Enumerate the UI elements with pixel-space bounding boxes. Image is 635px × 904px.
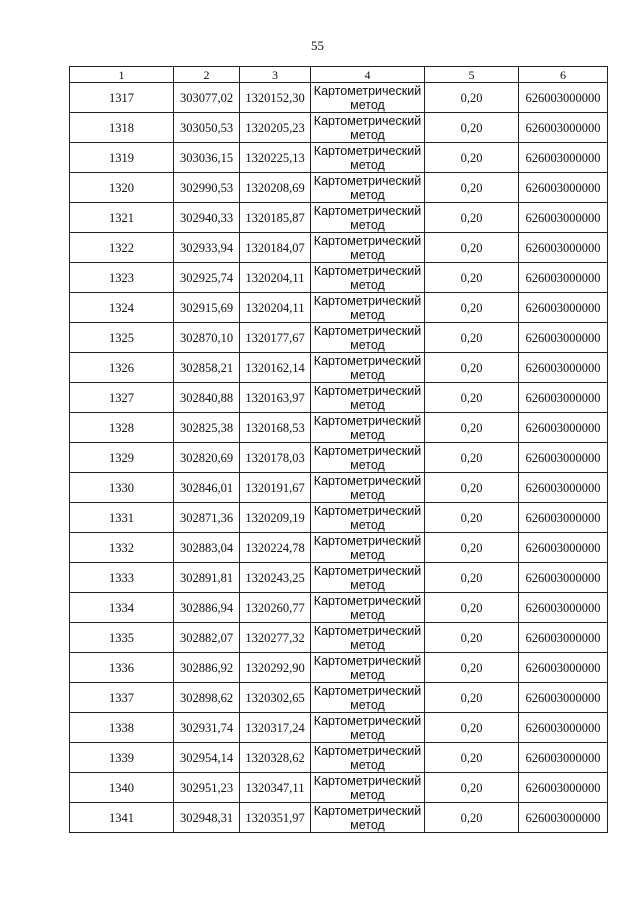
table-row xyxy=(70,323,608,353)
point-number-cell: 1331 xyxy=(70,503,174,533)
page-number: 55 xyxy=(311,38,324,53)
table-row xyxy=(70,473,608,503)
method-cell xyxy=(311,353,425,383)
method-line-1: Картометрический xyxy=(313,293,422,308)
accuracy-cell: 0,20 xyxy=(425,143,519,173)
method-line-2: метод xyxy=(350,487,385,502)
accuracy-cell: 0,20 xyxy=(425,803,519,833)
x-coordinate-cell: 302883,04 xyxy=(174,533,240,563)
method-line-1: Картометрический xyxy=(313,143,422,158)
table-row xyxy=(70,413,608,443)
code-cell: 626003000000 xyxy=(519,413,608,443)
accuracy-cell: 0,20 xyxy=(425,383,519,413)
point-number-cell: 1321 xyxy=(70,203,174,233)
accuracy-cell: 0,20 xyxy=(425,353,519,383)
table-row xyxy=(70,203,608,233)
table-row xyxy=(70,623,608,653)
x-coordinate-cell: 302990,53 xyxy=(174,173,240,203)
accuracy-cell: 0,20 xyxy=(425,263,519,293)
y-coordinate-cell: 1320302,65 xyxy=(240,683,311,713)
x-coordinate-cell: 302951,23 xyxy=(174,773,240,803)
code-cell: 626003000000 xyxy=(519,593,608,623)
method-cell xyxy=(311,683,425,713)
method-line-1: Картометрический xyxy=(313,473,422,488)
x-coordinate-cell: 302931,74 xyxy=(174,713,240,743)
method-line-1: Картометрический xyxy=(313,83,422,98)
table-row xyxy=(70,743,608,773)
code-cell: 626003000000 xyxy=(519,743,608,773)
accuracy-cell: 0,20 xyxy=(425,473,519,503)
point-number-cell: 1333 xyxy=(70,563,174,593)
x-coordinate-cell: 302840,88 xyxy=(174,383,240,413)
point-number-cell: 1337 xyxy=(70,683,174,713)
method-line-2: метод xyxy=(350,727,385,742)
point-number-cell: 1317 xyxy=(70,83,174,113)
accuracy-cell: 0,20 xyxy=(425,623,519,653)
header-cell: 3 xyxy=(240,67,311,83)
y-coordinate-cell: 1320162,14 xyxy=(240,353,311,383)
point-number-cell: 1327 xyxy=(70,383,174,413)
method-line-1: Картометрический xyxy=(313,623,422,638)
point-number-cell: 1320 xyxy=(70,173,174,203)
code-cell: 626003000000 xyxy=(519,83,608,113)
y-coordinate-cell: 1320177,67 xyxy=(240,323,311,353)
point-number-cell: 1329 xyxy=(70,443,174,473)
table-row xyxy=(70,233,608,263)
point-number-cell: 1330 xyxy=(70,473,174,503)
point-number-cell: 1335 xyxy=(70,623,174,653)
method-line-2: метод xyxy=(350,217,385,232)
method-line-1: Картометрический xyxy=(313,533,422,548)
x-coordinate-cell: 302882,07 xyxy=(174,623,240,653)
y-coordinate-cell: 1320347,11 xyxy=(240,773,311,803)
code-cell: 626003000000 xyxy=(519,713,608,743)
method-line-1: Картометрический xyxy=(313,413,422,428)
method-line-2: метод xyxy=(350,157,385,172)
header-cell: 5 xyxy=(425,67,519,83)
x-coordinate-cell: 302891,81 xyxy=(174,563,240,593)
point-number-cell: 1322 xyxy=(70,233,174,263)
accuracy-cell: 0,20 xyxy=(425,203,519,233)
point-number-cell: 1336 xyxy=(70,653,174,683)
x-coordinate-cell: 302940,33 xyxy=(174,203,240,233)
x-coordinate-cell: 302820,69 xyxy=(174,443,240,473)
table-row xyxy=(70,533,608,563)
code-cell: 626003000000 xyxy=(519,773,608,803)
method-line-2: метод xyxy=(350,97,385,112)
table-row xyxy=(70,443,608,473)
table-row xyxy=(70,653,608,683)
table-row xyxy=(70,683,608,713)
table-body xyxy=(70,67,608,833)
method-line-2: метод xyxy=(350,397,385,412)
code-cell: 626003000000 xyxy=(519,503,608,533)
y-coordinate-cell: 1320225,13 xyxy=(240,143,311,173)
table-row xyxy=(70,773,608,803)
y-coordinate-cell: 1320224,78 xyxy=(240,533,311,563)
method-line-1: Картометрический xyxy=(313,443,422,458)
table-row xyxy=(70,563,608,593)
coordinates-table xyxy=(69,66,608,833)
code-cell: 626003000000 xyxy=(519,803,608,833)
method-line-2: метод xyxy=(350,667,385,682)
y-coordinate-cell: 1320204,11 xyxy=(240,293,311,323)
header-cell: 6 xyxy=(519,67,608,83)
method-line-2: метод xyxy=(350,517,385,532)
x-coordinate-cell: 302933,94 xyxy=(174,233,240,263)
method-cell xyxy=(311,83,425,113)
y-coordinate-cell: 1320209,19 xyxy=(240,503,311,533)
accuracy-cell: 0,20 xyxy=(425,773,519,803)
method-cell xyxy=(311,413,425,443)
point-number-cell: 1325 xyxy=(70,323,174,353)
method-cell xyxy=(311,443,425,473)
method-line-1: Картометрический xyxy=(313,323,422,338)
table-row xyxy=(70,83,608,113)
accuracy-cell: 0,20 xyxy=(425,293,519,323)
table-row xyxy=(70,713,608,743)
y-coordinate-cell: 1320178,03 xyxy=(240,443,311,473)
table-row xyxy=(70,113,608,143)
accuracy-cell: 0,20 xyxy=(425,653,519,683)
accuracy-cell: 0,20 xyxy=(425,113,519,143)
method-line-2: метод xyxy=(350,607,385,622)
method-cell xyxy=(311,203,425,233)
method-cell xyxy=(311,713,425,743)
table-row xyxy=(70,293,608,323)
method-line-1: Картометрический xyxy=(313,683,422,698)
point-number-cell: 1341 xyxy=(70,803,174,833)
method-line-2: метод xyxy=(350,187,385,202)
table-row xyxy=(70,143,608,173)
y-coordinate-cell: 1320277,32 xyxy=(240,623,311,653)
point-number-cell: 1326 xyxy=(70,353,174,383)
x-coordinate-cell: 302858,21 xyxy=(174,353,240,383)
accuracy-cell: 0,20 xyxy=(425,563,519,593)
y-coordinate-cell: 1320260,77 xyxy=(240,593,311,623)
accuracy-cell: 0,20 xyxy=(425,233,519,263)
method-cell xyxy=(311,173,425,203)
accuracy-cell: 0,20 xyxy=(425,533,519,563)
method-line-2: метод xyxy=(350,277,385,292)
method-line-2: метод xyxy=(350,127,385,142)
point-number-cell: 1319 xyxy=(70,143,174,173)
point-number-cell: 1318 xyxy=(70,113,174,143)
y-coordinate-cell: 1320317,24 xyxy=(240,713,311,743)
x-coordinate-cell: 302898,62 xyxy=(174,683,240,713)
x-coordinate-cell: 302870,10 xyxy=(174,323,240,353)
method-line-2: метод xyxy=(350,457,385,472)
method-line-1: Картометрический xyxy=(313,803,422,818)
code-cell: 626003000000 xyxy=(519,203,608,233)
accuracy-cell: 0,20 xyxy=(425,503,519,533)
point-number-cell: 1334 xyxy=(70,593,174,623)
method-line-2: метод xyxy=(350,787,385,802)
method-cell xyxy=(311,743,425,773)
code-cell: 626003000000 xyxy=(519,653,608,683)
method-line-1: Картометрический xyxy=(313,713,422,728)
x-coordinate-cell: 302948,31 xyxy=(174,803,240,833)
method-cell xyxy=(311,383,425,413)
y-coordinate-cell: 1320351,97 xyxy=(240,803,311,833)
code-cell: 626003000000 xyxy=(519,353,608,383)
y-coordinate-cell: 1320328,62 xyxy=(240,743,311,773)
header-cell: 4 xyxy=(311,67,425,83)
code-cell: 626003000000 xyxy=(519,173,608,203)
method-cell xyxy=(311,653,425,683)
method-cell xyxy=(311,233,425,263)
y-coordinate-cell: 1320163,97 xyxy=(240,383,311,413)
x-coordinate-cell: 303077,02 xyxy=(174,83,240,113)
method-line-1: Картометрический xyxy=(313,263,422,278)
method-line-2: метод xyxy=(350,307,385,322)
code-cell: 626003000000 xyxy=(519,383,608,413)
point-number-cell: 1332 xyxy=(70,533,174,563)
method-line-2: метод xyxy=(350,637,385,652)
x-coordinate-cell: 303050,53 xyxy=(174,113,240,143)
point-number-cell: 1324 xyxy=(70,293,174,323)
method-cell xyxy=(311,593,425,623)
header-cell: 2 xyxy=(174,67,240,83)
x-coordinate-cell: 302915,69 xyxy=(174,293,240,323)
method-line-2: метод xyxy=(350,577,385,592)
method-line-1: Картометрический xyxy=(313,593,422,608)
method-line-1: Картометрический xyxy=(313,203,422,218)
table-row xyxy=(70,263,608,293)
code-cell: 626003000000 xyxy=(519,323,608,353)
method-cell xyxy=(311,293,425,323)
method-line-2: метод xyxy=(350,247,385,262)
point-number-cell: 1328 xyxy=(70,413,174,443)
table-row xyxy=(70,503,608,533)
code-cell: 626003000000 xyxy=(519,143,608,173)
method-cell xyxy=(311,623,425,653)
code-cell: 626003000000 xyxy=(519,683,608,713)
y-coordinate-cell: 1320243,25 xyxy=(240,563,311,593)
y-coordinate-cell: 1320191,67 xyxy=(240,473,311,503)
accuracy-cell: 0,20 xyxy=(425,173,519,203)
point-number-cell: 1340 xyxy=(70,773,174,803)
accuracy-cell: 0,20 xyxy=(425,713,519,743)
method-cell xyxy=(311,563,425,593)
method-line-2: метод xyxy=(350,757,385,772)
header-cell: 1 xyxy=(70,67,174,83)
method-cell xyxy=(311,263,425,293)
method-line-1: Картометрический xyxy=(313,233,422,248)
method-cell xyxy=(311,323,425,353)
method-line-1: Картометрический xyxy=(313,503,422,518)
x-coordinate-cell: 302886,94 xyxy=(174,593,240,623)
table-row xyxy=(70,173,608,203)
code-cell: 626003000000 xyxy=(519,233,608,263)
method-line-1: Картометрический xyxy=(313,563,422,578)
y-coordinate-cell: 1320152,30 xyxy=(240,83,311,113)
x-coordinate-cell: 302925,74 xyxy=(174,263,240,293)
table-header-row xyxy=(70,67,608,83)
method-line-1: Картометрический xyxy=(313,743,422,758)
accuracy-cell: 0,20 xyxy=(425,443,519,473)
x-coordinate-cell: 302954,14 xyxy=(174,743,240,773)
code-cell: 626003000000 xyxy=(519,443,608,473)
method-cell xyxy=(311,803,425,833)
method-line-2: метод xyxy=(350,817,385,832)
code-cell: 626003000000 xyxy=(519,623,608,653)
method-line-2: метод xyxy=(350,337,385,352)
table-row xyxy=(70,353,608,383)
method-line-2: метод xyxy=(350,697,385,712)
method-cell xyxy=(311,473,425,503)
y-coordinate-cell: 1320204,11 xyxy=(240,263,311,293)
point-number-cell: 1338 xyxy=(70,713,174,743)
method-cell xyxy=(311,533,425,563)
y-coordinate-cell: 1320208,69 xyxy=(240,173,311,203)
code-cell: 626003000000 xyxy=(519,263,608,293)
accuracy-cell: 0,20 xyxy=(425,83,519,113)
x-coordinate-cell: 302871,36 xyxy=(174,503,240,533)
method-line-1: Картометрический xyxy=(313,383,422,398)
method-cell xyxy=(311,503,425,533)
method-cell xyxy=(311,143,425,173)
table-row xyxy=(70,383,608,413)
method-line-2: метод xyxy=(350,367,385,382)
y-coordinate-cell: 1320205,23 xyxy=(240,113,311,143)
method-cell xyxy=(311,113,425,143)
table-row xyxy=(70,803,608,833)
accuracy-cell: 0,20 xyxy=(425,743,519,773)
method-line-1: Картометрический xyxy=(313,653,422,668)
accuracy-cell: 0,20 xyxy=(425,323,519,353)
method-line-1: Картометрический xyxy=(313,113,422,128)
code-cell: 626003000000 xyxy=(519,113,608,143)
x-coordinate-cell: 302825,38 xyxy=(174,413,240,443)
code-cell: 626003000000 xyxy=(519,293,608,323)
y-coordinate-cell: 1320184,07 xyxy=(240,233,311,263)
method-line-1: Картометрический xyxy=(313,173,422,188)
method-line-1: Картометрический xyxy=(313,773,422,788)
x-coordinate-cell: 302886,92 xyxy=(174,653,240,683)
method-line-2: метод xyxy=(350,427,385,442)
accuracy-cell: 0,20 xyxy=(425,593,519,623)
code-cell: 626003000000 xyxy=(519,563,608,593)
point-number-cell: 1339 xyxy=(70,743,174,773)
code-cell: 626003000000 xyxy=(519,473,608,503)
x-coordinate-cell: 303036,15 xyxy=(174,143,240,173)
y-coordinate-cell: 1320185,87 xyxy=(240,203,311,233)
table-row xyxy=(70,593,608,623)
code-cell: 626003000000 xyxy=(519,533,608,563)
method-line-2: метод xyxy=(350,547,385,562)
y-coordinate-cell: 1320168,53 xyxy=(240,413,311,443)
point-number-cell: 1323 xyxy=(70,263,174,293)
accuracy-cell: 0,20 xyxy=(425,683,519,713)
accuracy-cell: 0,20 xyxy=(425,413,519,443)
method-cell xyxy=(311,773,425,803)
x-coordinate-cell: 302846,01 xyxy=(174,473,240,503)
y-coordinate-cell: 1320292,90 xyxy=(240,653,311,683)
method-line-1: Картометрический xyxy=(313,353,422,368)
